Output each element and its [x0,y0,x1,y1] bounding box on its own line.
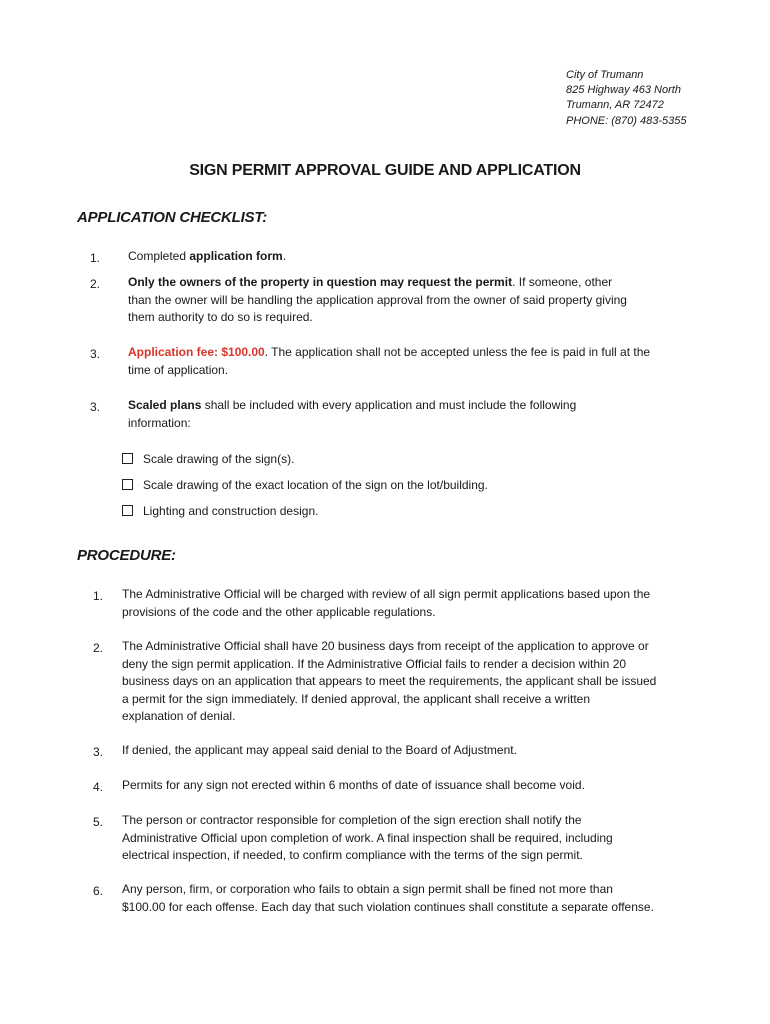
subitem-label: Scale drawing of the sign(s). [143,452,295,466]
procedure-item-number: 4. [93,780,104,794]
procedure-line: Permits for any sign not erected within 6 months of date of issuance shall become void. [122,778,585,792]
procedure-line: provisions of the code and the other applicable regulations. [122,604,436,619]
procedure-line: If denied, the applicant may appeal said denial to the Board of Adjustment. [122,743,517,757]
procedure-item-number: 1. [93,589,104,603]
checklist-item-number: 3. [90,347,101,361]
subitem-location-drawing [122,478,488,492]
checkbox[interactable] [122,505,133,516]
checklist-item-2 [128,274,627,327]
procedure-line: Administrative Official upon completion of work. A final inspection shall be required, including [122,830,613,845]
subitem-lighting-design [122,504,318,518]
checklist-item-bold: Scaled plans [128,398,202,412]
procedure-item-5 [122,812,613,865]
application-fee: Application fee: $100.00 [128,345,265,359]
procedure-item-number: 5. [93,815,104,829]
procedure-line: Any person, firm, or corporation who fails to obtain a sign permit shall be fined not more than [122,882,613,896]
procedure-line: The Administrative Official shall have 20 business days from receipt of the application to approve or [122,639,649,653]
address-city: City of Trumann [566,69,644,81]
checklist-item-text: shall be included with every application and must include the following [201,398,577,412]
procedure-line: business days on an application that appears to meet the requirements, the applicant shall be issued [122,674,657,688]
procedure-line: The Administrative Official will be charged with review of all sign permit applications based upon the [122,587,651,601]
procedure-line: a permit for the sign immediately. If denied approval, the applicant shall receive a written [122,691,591,706]
checklist-item-text: than the owner will be handling the application approval from the owner of said property giving [128,292,627,307]
checklist-item-text: Completed [128,249,190,263]
checkbox[interactable] [122,479,133,490]
procedure-heading: PROCEDURE: [77,547,176,564]
procedure-item-number: 3. [93,745,104,759]
address-phone: PHONE: (870) 483-5355 [566,114,687,127]
procedure-line: $100.00 for each offense. Each day that such violation continues shall constitute a separate offense. [122,899,654,914]
document-title: SIGN PERMIT APPROVAL GUIDE AND APPLICATION [189,162,581,179]
procedure-item-4 [122,777,585,795]
procedure-item-3 [122,742,517,760]
checklist-item-text: . [282,249,287,263]
address-street: 825 Highway 463 North [566,84,681,97]
checklist-item-number: 3. [90,400,101,414]
checklist-item-number: 1. [90,251,101,265]
checklist-item-text: time of application. [128,362,229,377]
procedure-item-1 [122,586,650,621]
checklist-item-text: . The application shall not be accepted unless the fee is paid in full at the [264,345,651,359]
city-address-block [566,68,686,129]
procedure-line: The person or contractor responsible for completion of the sign erection shall notify the [122,813,582,827]
procedure-item-number: 6. [93,884,104,898]
checklist-item-1 [128,248,286,266]
checklist-item-3 [128,344,650,379]
procedure-line: explanation of denial. [122,709,236,723]
procedure-item-6 [122,881,654,916]
checklist-item-text: information: [128,415,191,430]
procedure-item-2 [122,638,656,726]
procedure-line: deny the sign permit application. If the Administrative Official fails to render a decision within 20 [122,656,627,671]
checklist-heading: APPLICATION CHECKLIST: [77,209,268,226]
checkbox[interactable] [122,453,133,464]
checklist-item-number: 2. [90,277,101,291]
checklist-item-text: them authority to do so is required. [128,310,313,324]
subitem-label: Lighting and construction design. [143,504,319,518]
checklist-item-4 [128,397,576,432]
checklist-item-text: . If someone, other [512,275,613,289]
subitem-sign-drawing [122,452,294,466]
subitem-label: Scale drawing of the exact location of the sign on the lot/building. [143,478,488,492]
checklist-item-bold: Only the owners of the property in question may request the permit [128,275,513,289]
procedure-line: electrical inspection, if needed, to confirm compliance with the terms of the sign permit. [122,848,583,862]
checklist-item-bold: application form [189,249,283,263]
address-city-state-zip: Trumann, AR 72472 [566,99,664,112]
procedure-item-number: 2. [93,641,104,655]
